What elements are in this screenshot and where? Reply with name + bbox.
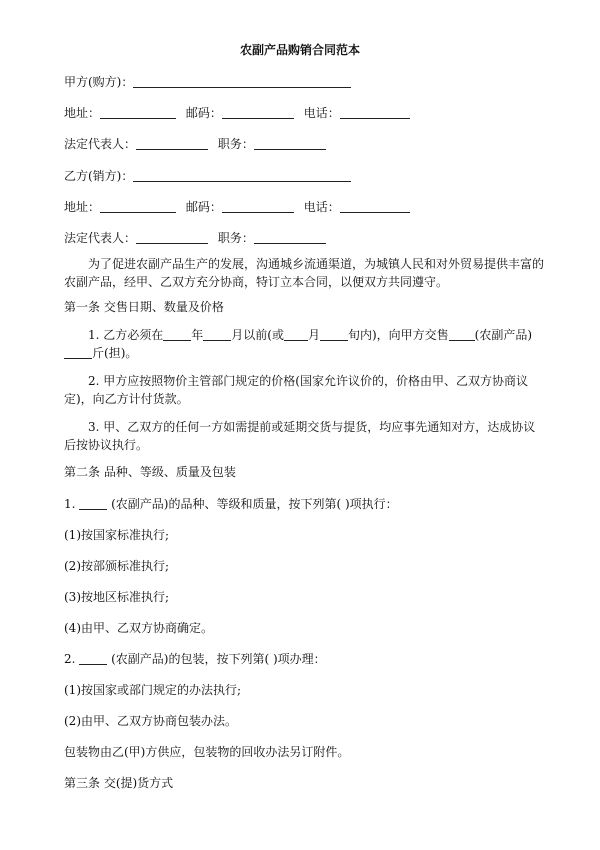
option-3: (3)按地区标准执行; <box>64 590 170 604</box>
article-2-clause-1 <box>64 496 398 512</box>
document-title: 农副产品购销合同范本 <box>239 43 360 57</box>
clause-text: 旬内)，向甲方交售 <box>347 328 449 342</box>
party-a-address-label: 地址： <box>64 106 101 120</box>
alt-month-blank[interactable] <box>284 328 308 341</box>
decade-blank[interactable] <box>320 328 348 341</box>
party-b-address-blank[interactable] <box>100 200 176 213</box>
article-1-clause-1 <box>64 326 546 362</box>
clause-text: (农副产品)的包装，按下列第( )项办理： <box>107 652 326 666</box>
year-blank[interactable] <box>163 328 191 341</box>
intro-paragraph: 为了促进农副产品生产的发展，沟通城乡流通渠道，为城镇人民和对外贸易提供丰富的农副产品，经甲、乙双方充分协商，特订立本合同，以便双方共同遵守。 <box>64 257 545 289</box>
party-b-postcode-blank[interactable] <box>222 200 294 213</box>
package-option-2: (2)由甲、乙双方协商包装办法。 <box>64 714 237 728</box>
option-4: (4)由甲、乙双方协商确定。 <box>64 621 213 635</box>
clause-text: 斤 <box>92 346 105 360</box>
clause-number: 2. <box>64 652 76 666</box>
party-a-rep-label: 法定代表人： <box>64 137 137 151</box>
party-a-phone-blank[interactable] <box>340 106 410 119</box>
clause-text: (农副产品) <box>474 328 533 342</box>
package-option-1: (1)按国家或部门规定的办法执行; <box>64 683 242 697</box>
clause-text: 月 <box>307 328 320 342</box>
package-supply-note: 包装物由乙(甲)方供应，包装物的回收办法另订附件。 <box>64 745 350 759</box>
party-b-contact-line <box>64 199 410 215</box>
party-a-rep-blank[interactable] <box>136 137 208 150</box>
article-2-clause-2 <box>64 651 326 667</box>
party-b-position-blank[interactable] <box>254 231 326 244</box>
clause-text: 月以前(或 <box>231 328 284 342</box>
month-blank[interactable] <box>203 328 231 341</box>
option-2: (2)按部颁标准执行; <box>64 559 170 573</box>
clause-text: 年 <box>191 328 204 342</box>
clause-text: (农副产品)的品种、等级和质量，按下列第( )项执行： <box>107 497 398 511</box>
party-b-label: 乙方(销方)： <box>64 169 134 183</box>
article-2-heading: 第二条 品种、等级、质量及包装 <box>64 465 236 479</box>
party-a-contact-line <box>64 105 410 121</box>
party-a-label: 甲方(购方)： <box>64 75 134 89</box>
party-b-phone-blank[interactable] <box>340 200 410 213</box>
option-1: (1)按国家标准执行; <box>64 528 170 542</box>
party-b-rep-line <box>64 230 326 246</box>
party-a-line <box>64 74 351 90</box>
product-name-blank[interactable] <box>79 497 107 510</box>
article-1-heading: 第一条 交售日期、数量及价格 <box>64 300 224 314</box>
party-b-postcode-label: 邮码： <box>185 200 222 214</box>
party-b-rep-label: 法定代表人： <box>64 231 137 245</box>
party-a-postcode-blank[interactable] <box>222 106 294 119</box>
article-3-heading: 第三条 交(提)货方式 <box>64 776 174 790</box>
clause-text: (担)。 <box>104 346 138 360</box>
party-a-address-blank[interactable] <box>100 106 176 119</box>
party-a-postcode-label: 邮码： <box>185 106 222 120</box>
article-1-clause-3: 3. 甲、乙双方的任何一方如需提前或延期交货与提货，均应事先通知对方，达成协议后按协议执行。 <box>64 420 536 452</box>
party-a-rep-line <box>64 136 326 152</box>
party-a-phone-label: 电话： <box>303 106 340 120</box>
party-b-address-label: 地址： <box>64 200 101 214</box>
product-blank[interactable] <box>449 328 475 341</box>
party-b-line <box>64 168 351 184</box>
party-b-phone-label: 电话： <box>303 200 340 214</box>
quantity-blank[interactable] <box>64 346 92 359</box>
package-product-blank[interactable] <box>79 652 107 665</box>
party-b-name-blank[interactable] <box>133 169 351 182</box>
party-a-position-blank[interactable] <box>254 137 326 150</box>
party-a-name-blank[interactable] <box>133 75 351 88</box>
clause-number: 1. <box>64 497 76 511</box>
article-1-clause-2: 2. 甲方应按照物价主管部门规定的价格(国家允许议价的，价格由甲、乙双方协商议定)，向乙方计付货款。 <box>64 374 528 406</box>
party-a-position-label: 职务： <box>217 137 254 151</box>
clause-text: 1. 乙方必须在 <box>88 328 164 342</box>
party-b-rep-blank[interactable] <box>136 231 208 244</box>
party-b-position-label: 职务： <box>217 231 254 245</box>
